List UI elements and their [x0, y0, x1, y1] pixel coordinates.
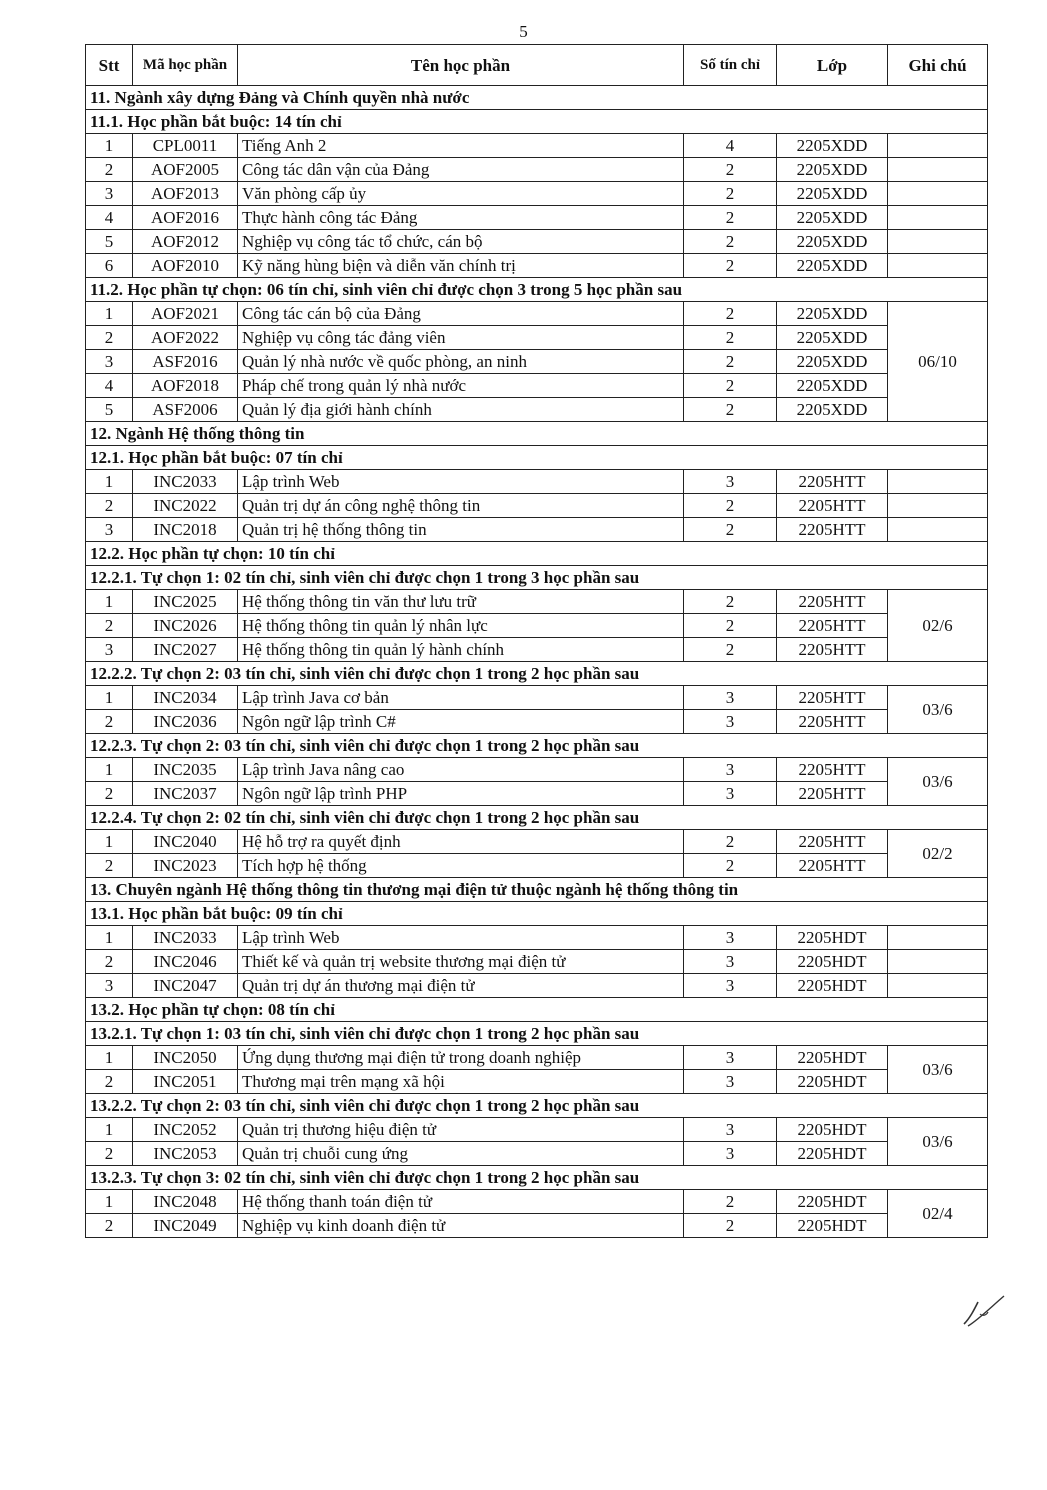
cell-course-code: CPL0011	[133, 134, 238, 158]
cell-note: 06/10	[888, 302, 988, 422]
cell-credits: 2	[684, 830, 777, 854]
section-row	[86, 422, 988, 446]
table-row	[86, 950, 988, 974]
table-row	[86, 206, 988, 230]
cell-stt: 1	[86, 470, 133, 494]
cell-class: 2205XDD	[777, 302, 888, 326]
cell-course-name: Quản trị dự án thương mại điện tử	[238, 974, 684, 998]
table-row	[86, 854, 988, 878]
section-row	[86, 278, 988, 302]
cell-course-code: INC2033	[133, 926, 238, 950]
cell-course-name: Hệ thống thông tin quản lý nhân lực	[238, 614, 684, 638]
cell-credits: 2	[684, 302, 777, 326]
cell-note: 03/6	[888, 1118, 988, 1166]
cell-stt: 3	[86, 974, 133, 998]
cell-note	[888, 206, 988, 230]
cell-course-code: INC2050	[133, 1046, 238, 1070]
cell-class: 2205HTT	[777, 686, 888, 710]
table-row	[86, 158, 988, 182]
cell-course-name: Nghiệp vụ kinh doanh điện tử	[238, 1214, 684, 1238]
table-row	[86, 254, 988, 278]
section-title: 13.1. Học phần bắt buộc: 09 tín chỉ	[86, 902, 988, 926]
table-row	[86, 1214, 988, 1238]
cell-course-name: Quản trị thương hiệu điện tử	[238, 1118, 684, 1142]
cell-course-code: INC2022	[133, 494, 238, 518]
table-row	[86, 1190, 988, 1214]
cell-stt: 1	[86, 302, 133, 326]
cell-class: 2205HTT	[777, 782, 888, 806]
table-body	[86, 86, 988, 1238]
table-row	[86, 470, 988, 494]
cell-course-code: AOF2018	[133, 374, 238, 398]
table-header-row	[86, 45, 988, 86]
cell-note: 02/6	[888, 590, 988, 662]
cell-course-name: Nghiệp vụ công tác đảng viên	[238, 326, 684, 350]
cell-credits: 2	[684, 1214, 777, 1238]
table-row	[86, 398, 988, 422]
signature-mark	[960, 1292, 1008, 1332]
section-title: 12. Ngành Hệ thống thông tin	[86, 422, 988, 446]
cell-note	[888, 974, 988, 998]
cell-class: 2205HDT	[777, 1142, 888, 1166]
cell-credits: 3	[684, 926, 777, 950]
cell-class: 2205XDD	[777, 230, 888, 254]
section-row	[86, 446, 988, 470]
cell-course-code: INC2026	[133, 614, 238, 638]
section-title: 13.2.1. Tự chọn 1: 03 tín chỉ, sinh viên chỉ được chọn 1 trong 2 học phần sau	[86, 1022, 988, 1046]
cell-class: 2205HDT	[777, 1214, 888, 1238]
table-row	[86, 710, 988, 734]
cell-class: 2205HDT	[777, 1190, 888, 1214]
section-row	[86, 542, 988, 566]
cell-note	[888, 470, 988, 494]
cell-credits: 3	[684, 1046, 777, 1070]
cell-credits: 3	[684, 782, 777, 806]
cell-course-code: INC2023	[133, 854, 238, 878]
cell-course-name: Lập trình Web	[238, 470, 684, 494]
cell-course-name: Thiết kế và quản trị website thương mại điện tử	[238, 950, 684, 974]
section-title: 12.2. Học phần tự chọn: 10 tín chỉ	[86, 542, 988, 566]
cell-credits: 2	[684, 614, 777, 638]
cell-stt: 2	[86, 326, 133, 350]
cell-class: 2205HTT	[777, 710, 888, 734]
cell-credits: 3	[684, 1142, 777, 1166]
cell-course-name: Quản trị chuỗi cung ứng	[238, 1142, 684, 1166]
cell-credits: 3	[684, 1070, 777, 1094]
cell-credits: 3	[684, 758, 777, 782]
cell-course-code: ASF2006	[133, 398, 238, 422]
cell-class: 2205HDT	[777, 926, 888, 950]
table-row	[86, 638, 988, 662]
cell-class: 2205XDD	[777, 206, 888, 230]
table-row	[86, 1118, 988, 1142]
cell-stt: 2	[86, 710, 133, 734]
cell-stt: 3	[86, 182, 133, 206]
header-name: Tên học phần	[238, 45, 684, 86]
cell-stt: 2	[86, 950, 133, 974]
cell-class: 2205HTT	[777, 758, 888, 782]
cell-course-name: Ngôn ngữ lập trình C#	[238, 710, 684, 734]
cell-stt: 5	[86, 230, 133, 254]
cell-credits: 2	[684, 182, 777, 206]
cell-stt: 2	[86, 854, 133, 878]
table-row	[86, 1070, 988, 1094]
cell-course-code: INC2036	[133, 710, 238, 734]
cell-note	[888, 230, 988, 254]
cell-note: 03/6	[888, 1046, 988, 1094]
section-title: 11.2. Học phần tự chọn: 06 tín chỉ, sinh viên chỉ được chọn 3 trong 5 học phần sau	[86, 278, 988, 302]
table-row	[86, 230, 988, 254]
cell-class: 2205XDD	[777, 374, 888, 398]
cell-course-code: INC2046	[133, 950, 238, 974]
cell-class: 2205XDD	[777, 158, 888, 182]
cell-note	[888, 134, 988, 158]
cell-course-code: INC2051	[133, 1070, 238, 1094]
table-row	[86, 350, 988, 374]
cell-course-name: Pháp chế trong quản lý nhà nước	[238, 374, 684, 398]
cell-course-name: Quản lý địa giới hành chính	[238, 398, 684, 422]
cell-course-code: AOF2012	[133, 230, 238, 254]
cell-stt: 4	[86, 374, 133, 398]
table-row	[86, 134, 988, 158]
cell-course-code: INC2034	[133, 686, 238, 710]
cell-credits: 2	[684, 590, 777, 614]
cell-stt: 2	[86, 1070, 133, 1094]
table-row	[86, 758, 988, 782]
table-row	[86, 926, 988, 950]
cell-course-code: INC2053	[133, 1142, 238, 1166]
header-stt: Stt	[86, 45, 133, 86]
cell-course-name: Hệ thống thông tin văn thư lưu trữ	[238, 590, 684, 614]
table-row	[86, 590, 988, 614]
cell-course-code: ASF2016	[133, 350, 238, 374]
cell-credits: 2	[684, 374, 777, 398]
cell-stt: 1	[86, 134, 133, 158]
cell-credits: 3	[684, 950, 777, 974]
section-title: 11.1. Học phần bắt buộc: 14 tín chỉ	[86, 110, 988, 134]
cell-credits: 2	[684, 254, 777, 278]
cell-stt: 2	[86, 782, 133, 806]
section-row	[86, 1022, 988, 1046]
cell-course-code: INC2027	[133, 638, 238, 662]
cell-course-name: Văn phòng cấp ủy	[238, 182, 684, 206]
cell-class: 2205HTT	[777, 518, 888, 542]
cell-class: 2205HTT	[777, 590, 888, 614]
table-row	[86, 614, 988, 638]
section-title: 12.2.4. Tự chọn 2: 02 tín chỉ, sinh viên chỉ được chọn 1 trong 2 học phần sau	[86, 806, 988, 830]
section-row	[86, 806, 988, 830]
cell-credits: 2	[684, 494, 777, 518]
cell-note	[888, 494, 988, 518]
cell-course-code: INC2040	[133, 830, 238, 854]
cell-class: 2205HTT	[777, 470, 888, 494]
cell-note	[888, 182, 988, 206]
cell-class: 2205HDT	[777, 950, 888, 974]
section-title: 12.2.1. Tự chọn 1: 02 tín chỉ, sinh viên chỉ được chọn 1 trong 3 học phần sau	[86, 566, 988, 590]
cell-credits: 3	[684, 470, 777, 494]
cell-class: 2205XDD	[777, 326, 888, 350]
section-title: 13. Chuyên ngành Hệ thống thông tin thương mại điện tử thuộc ngành hệ thống thông tin	[86, 878, 988, 902]
cell-note	[888, 158, 988, 182]
section-row	[86, 110, 988, 134]
cell-course-name: Ngôn ngữ lập trình PHP	[238, 782, 684, 806]
section-row	[86, 902, 988, 926]
cell-stt: 1	[86, 686, 133, 710]
cell-stt: 1	[86, 1190, 133, 1214]
section-title: 12.1. Học phần bắt buộc: 07 tín chỉ	[86, 446, 988, 470]
cell-class: 2205HTT	[777, 638, 888, 662]
header-class: Lớp	[777, 45, 888, 86]
section-row	[86, 1166, 988, 1190]
table-row	[86, 686, 988, 710]
cell-stt: 2	[86, 494, 133, 518]
cell-class: 2205XDD	[777, 134, 888, 158]
cell-credits: 2	[684, 638, 777, 662]
cell-credits: 2	[684, 398, 777, 422]
table-row	[86, 518, 988, 542]
table-row	[86, 374, 988, 398]
cell-course-name: Tích hợp hệ thống	[238, 854, 684, 878]
cell-course-code: INC2018	[133, 518, 238, 542]
course-table	[85, 44, 988, 1238]
cell-course-code: INC2035	[133, 758, 238, 782]
section-row	[86, 1094, 988, 1118]
cell-course-code: AOF2016	[133, 206, 238, 230]
cell-course-name: Lập trình Java nâng cao	[238, 758, 684, 782]
cell-note: 02/2	[888, 830, 988, 878]
table-row	[86, 302, 988, 326]
section-title: 11. Ngành xây dựng Đảng và Chính quyền nhà nước	[86, 86, 988, 110]
cell-stt: 2	[86, 1214, 133, 1238]
section-row	[86, 998, 988, 1022]
section-row	[86, 566, 988, 590]
cell-credits: 3	[684, 710, 777, 734]
section-title: 13.2.3. Tự chọn 3: 02 tín chỉ, sinh viên chỉ được chọn 1 trong 2 học phần sau	[86, 1166, 988, 1190]
cell-course-name: Công tác cán bộ của Đảng	[238, 302, 684, 326]
cell-course-name: Quản trị dự án công nghệ thông tin	[238, 494, 684, 518]
cell-course-name: Quản lý nhà nước về quốc phòng, an ninh	[238, 350, 684, 374]
cell-stt: 3	[86, 350, 133, 374]
cell-course-code: INC2037	[133, 782, 238, 806]
cell-course-name: Hệ hỗ trợ ra quyết định	[238, 830, 684, 854]
cell-class: 2205HDT	[777, 1046, 888, 1070]
section-title: 12.2.2. Tự chọn 2: 03 tín chỉ, sinh viên chỉ được chọn 1 trong 2 học phần sau	[86, 662, 988, 686]
cell-stt: 5	[86, 398, 133, 422]
cell-course-code: AOF2021	[133, 302, 238, 326]
table-row	[86, 782, 988, 806]
cell-stt: 3	[86, 518, 133, 542]
cell-credits: 3	[684, 686, 777, 710]
cell-stt: 1	[86, 1046, 133, 1070]
cell-note	[888, 926, 988, 950]
cell-course-name: Công tác dân vận của Đảng	[238, 158, 684, 182]
cell-course-code: INC2052	[133, 1118, 238, 1142]
cell-credits: 2	[684, 350, 777, 374]
section-title: 13.2.2. Tự chọn 2: 03 tín chỉ, sinh viên chỉ được chọn 1 trong 2 học phần sau	[86, 1094, 988, 1118]
cell-stt: 1	[86, 758, 133, 782]
cell-stt: 2	[86, 158, 133, 182]
cell-course-code: INC2049	[133, 1214, 238, 1238]
cell-course-name: Ứng dụng thương mại điện tử trong doanh nghiệp	[238, 1046, 684, 1070]
cell-class: 2205HDT	[777, 1070, 888, 1094]
cell-stt: 2	[86, 614, 133, 638]
table-row	[86, 830, 988, 854]
section-row	[86, 662, 988, 686]
cell-course-code: AOF2010	[133, 254, 238, 278]
cell-class: 2205XDD	[777, 182, 888, 206]
cell-course-name: Hệ thống thông tin quản lý hành chính	[238, 638, 684, 662]
header-credits: Số tín chỉ	[684, 45, 777, 86]
cell-stt: 6	[86, 254, 133, 278]
cell-credits: 3	[684, 1118, 777, 1142]
section-row	[86, 878, 988, 902]
cell-course-name: Lập trình Java cơ bản	[238, 686, 684, 710]
cell-course-name: Quản trị hệ thống thông tin	[238, 518, 684, 542]
header-note: Ghi chú	[888, 45, 988, 86]
cell-class: 2205HDT	[777, 1118, 888, 1142]
section-row	[86, 86, 988, 110]
cell-stt: 1	[86, 1118, 133, 1142]
header-code: Mã học phần	[133, 45, 238, 86]
cell-class: 2205HDT	[777, 974, 888, 998]
cell-credits: 2	[684, 206, 777, 230]
cell-course-code: INC2047	[133, 974, 238, 998]
cell-course-code: INC2033	[133, 470, 238, 494]
cell-note	[888, 950, 988, 974]
cell-class: 2205HTT	[777, 494, 888, 518]
cell-note	[888, 254, 988, 278]
cell-credits: 2	[684, 158, 777, 182]
section-title: 13.2. Học phần tự chọn: 08 tín chỉ	[86, 998, 988, 1022]
page-number: 5	[519, 22, 528, 41]
cell-course-name: Thương mại trên mạng xã hội	[238, 1070, 684, 1094]
cell-credits: 2	[684, 230, 777, 254]
cell-course-code: INC2048	[133, 1190, 238, 1214]
cell-credits: 2	[684, 518, 777, 542]
cell-course-name: Lập trình Web	[238, 926, 684, 950]
cell-credits: 4	[684, 134, 777, 158]
cell-course-code: AOF2022	[133, 326, 238, 350]
cell-class: 2205HTT	[777, 854, 888, 878]
cell-course-code: AOF2005	[133, 158, 238, 182]
cell-class: 2205XDD	[777, 254, 888, 278]
cell-note	[888, 518, 988, 542]
cell-credits: 2	[684, 1190, 777, 1214]
table-row	[86, 974, 988, 998]
table-row	[86, 1142, 988, 1166]
section-title: 12.2.3. Tự chọn 2: 03 tín chỉ, sinh viên chỉ được chọn 1 trong 2 học phần sau	[86, 734, 988, 758]
cell-course-code: AOF2013	[133, 182, 238, 206]
cell-stt: 3	[86, 638, 133, 662]
cell-course-name: Hệ thống thanh toán điện tử	[238, 1190, 684, 1214]
table-row	[86, 326, 988, 350]
cell-stt: 2	[86, 1142, 133, 1166]
cell-course-name: Tiếng Anh 2	[238, 134, 684, 158]
section-row	[86, 734, 988, 758]
table-row	[86, 1046, 988, 1070]
table-row	[86, 494, 988, 518]
cell-credits: 3	[684, 974, 777, 998]
cell-note: 03/6	[888, 758, 988, 806]
table-row	[86, 182, 988, 206]
cell-stt: 1	[86, 926, 133, 950]
cell-course-code: INC2025	[133, 590, 238, 614]
cell-stt: 4	[86, 206, 133, 230]
cell-course-name: Nghiệp vụ công tác tổ chức, cán bộ	[238, 230, 684, 254]
cell-credits: 2	[684, 854, 777, 878]
cell-credits: 2	[684, 326, 777, 350]
cell-note: 03/6	[888, 686, 988, 734]
cell-stt: 1	[86, 830, 133, 854]
cell-class: 2205XDD	[777, 398, 888, 422]
cell-class: 2205HTT	[777, 830, 888, 854]
cell-class: 2205HTT	[777, 614, 888, 638]
cell-stt: 1	[86, 590, 133, 614]
cell-class: 2205XDD	[777, 350, 888, 374]
cell-course-name: Thực hành công tác Đảng	[238, 206, 684, 230]
cell-course-name: Kỹ năng hùng biện và diễn văn chính trị	[238, 254, 684, 278]
cell-note: 02/4	[888, 1190, 988, 1238]
